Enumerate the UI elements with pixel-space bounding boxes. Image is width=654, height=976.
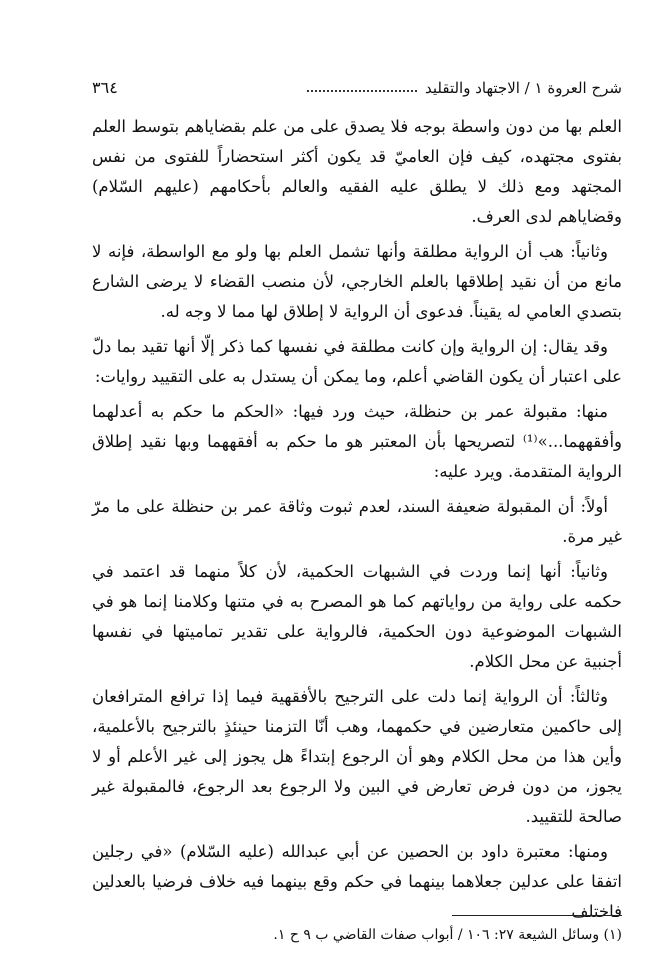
paragraph: العلم بها من دون واسطة بوجه فلا يصدق على من علم بقضاياهم بتوسط العلم بفتوى مجتهده، كيف فإن العاميّ قد يكون أكثر استحضاراً للفتوى من نفس المجتهد ومع ذلك لا يطلق عليه الفقيه والعالم بأحكامهم (عليهم السّلام) وقضاياهم لدى العرف.: [92, 117, 622, 226]
paragraph: وثانياً: أنها إنما وردت في الشبهات الحكمية، لأن كلاً منهما قد اعتمد في حكمه على رواية من رواياتهم كما هو المصرح به في متنها وكلامنا إنما هو في الشبهات الموضوعية دون الحكمية، فالرواية على تقدير تماميتها في نفسها أجنبية عن محل الكلام.: [92, 562, 623, 671]
paragraph: أولاً: أن المقبولة ضعيفة السند، لعدم ثبوت وثاقة عمر بن حنظلة على ما مرّ غير مرة.: [92, 497, 622, 546]
paragraph: منها: مقبولة عمر بن حنظلة، حيث ورد فيها: «الحكم ما حكم به أعدلهما وأفقههما...»⁽¹⁾ لتصريحها بأن المعتبر هو ما حكم به أفقههما وبها نقيد إطلاق الرواية المتقدمة. ويرد عليه:: [92, 402, 622, 481]
footnote-separator: [452, 915, 622, 916]
paragraph: وثانياً: هب أن الرواية مطلقة وأنها تشمل العلم بها ولو مع الواسطة، فإنه لا مانع من أن نقيد إطلاقها بالعلم الخارجي، لأن منصب القضاء لا يرضى الشارع بتصدي العامي له يقيناً. فدعوى أن الرواية لا إطلاق لها مما لا وجه له.: [92, 242, 622, 321]
paragraph: ومنها: معتبرة داود بن الحصين عن أبي عبدالله (عليه السّلام) «في رجلين اتفقا على عدلين جعلاهما بينهما في حكم وقع بينهما فيه خلاف فرضيا بالعدلين فاختلف: [92, 842, 622, 921]
running-header: [92, 78, 622, 97]
page-number: ٣٦٤: [92, 78, 118, 97]
header-title: شرح العروة ١ / الاجتهاد والتقليد: [425, 78, 622, 97]
body-text: [92, 112, 622, 932]
footnote: (١) وسائل الشيعة ٢٧: ١٠٦ / أبواب صفات القاضي ب ٩ ح ١.: [273, 927, 622, 943]
paragraph: وثالثاً: أن الرواية إنما دلت على الترجيح بالأفقهية فيما إذا ترافع المترافعان إلى حاكمين متعارضين في حكمهما، وهب أنّا التزمنا حينئذٍ بالترجيح بالأعلمية، وأين هذا من محل الكلام وهو أن الرجوع إبتداءً هل يجوز إلى غير الأعلم أو لا يجوز، من دون فرض تعارض في البين ولا الرجوع بعد الرجوع، فالمقبولة غير صالحة للتقييد.: [92, 687, 622, 826]
header-title-group: [307, 79, 622, 97]
paragraph: وقد يقال: إن الرواية وإن كانت مطلقة في نفسها كما ذكر إلّا أنها تقيد بما دلّ على اعتبار أن يكون القاضي أعلم، وما يمكن أن يستدل به على التقييد روايات:: [92, 337, 622, 386]
header-leader-dots: [307, 90, 417, 92]
